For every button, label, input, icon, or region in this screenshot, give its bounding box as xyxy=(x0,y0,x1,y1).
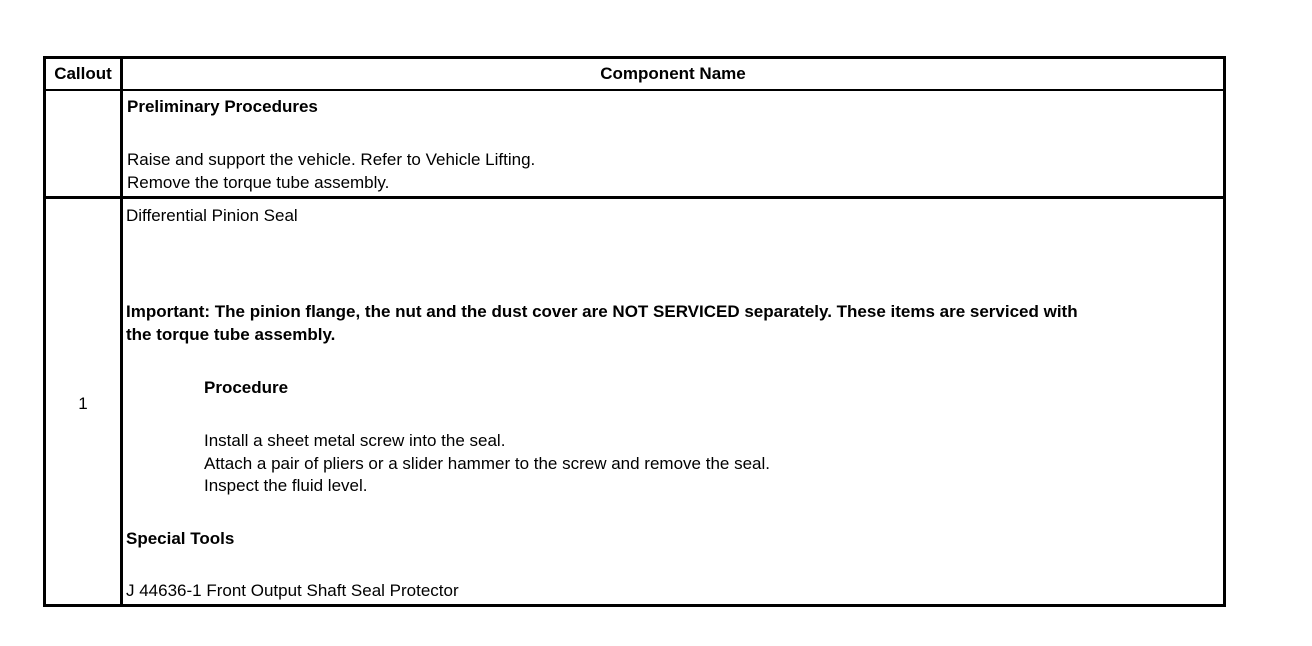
preliminary-step: Remove the torque tube assembly. xyxy=(127,173,390,192)
component-name: Differential Pinion Seal xyxy=(126,206,298,225)
special-tool-item: J 44636-1 Front Output Shaft Seal Protector xyxy=(126,581,459,600)
column-divider xyxy=(120,59,123,604)
procedure-step: Attach a pair of pliers or a slider hammer to the screw and remove the seal. xyxy=(204,454,770,473)
important-note-continued: the torque tube assembly. xyxy=(126,325,336,344)
row-divider xyxy=(46,196,1223,199)
special-tools-title: Special Tools xyxy=(126,529,235,548)
procedure-step: Inspect the fluid level. xyxy=(204,476,368,495)
callout-number: 1 xyxy=(78,394,88,413)
procedure-step: Install a sheet metal screw into the seal. xyxy=(204,431,506,450)
preliminary-step: Raise and support the vehicle. Refer to Vehicle Lifting. xyxy=(127,150,536,169)
procedure-table xyxy=(43,56,1226,607)
procedure-title: Procedure xyxy=(204,378,289,397)
important-note: Important: The pinion flange, the nut and the dust cover are NOT SERVICED separately. These items are serviced with xyxy=(126,302,1078,321)
callout-column-header: Callout xyxy=(54,64,112,83)
preliminary-procedures-title: Preliminary Procedures xyxy=(127,97,318,116)
component-name-column-header: Component Name xyxy=(600,64,746,83)
header-divider xyxy=(46,89,1223,91)
